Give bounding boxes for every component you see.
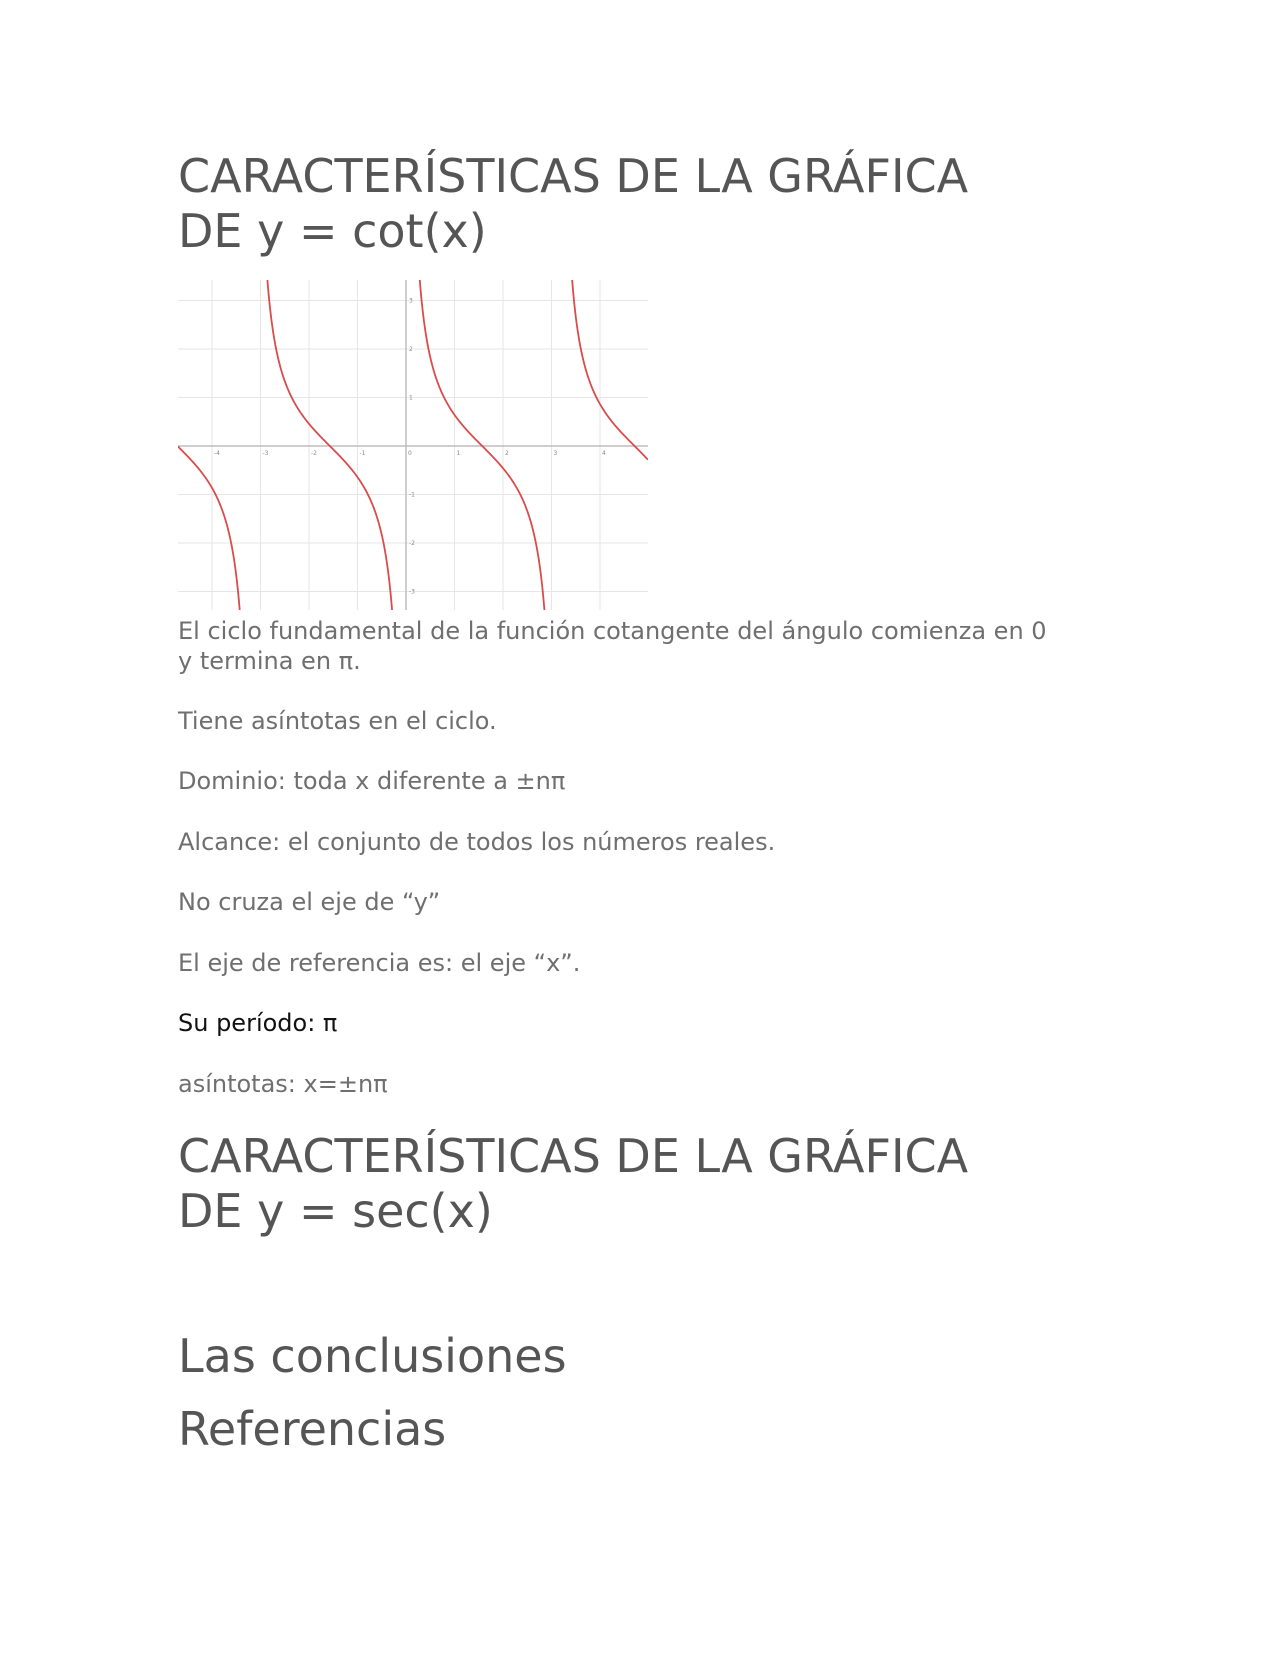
cot-graph bbox=[178, 280, 648, 610]
x-tick-label: 4 bbox=[602, 450, 606, 457]
x-tick-label: 1 bbox=[456, 450, 461, 457]
cot-branch-curve bbox=[406, 280, 558, 610]
x-tick-label: -3 bbox=[262, 450, 269, 457]
sec-section-title-line2: DE y = sec(x) bbox=[178, 1184, 493, 1238]
x-tick-label: -1 bbox=[359, 450, 366, 457]
x-tick-label: 0 bbox=[408, 450, 412, 457]
dominio-text: Dominio: toda x diferente a ±nπ bbox=[178, 767, 566, 795]
asintotas-text: asíntotas: x=±nπ bbox=[178, 1070, 388, 1098]
cot-branch-curve bbox=[178, 447, 254, 610]
cot-branch-curve bbox=[558, 280, 648, 460]
eje-referencia-text: El eje de referencia es: el eje “x”. bbox=[178, 949, 581, 977]
y-tick-label: 3 bbox=[409, 297, 413, 305]
referencias-heading: Referencias bbox=[178, 1402, 447, 1456]
y-tick-label: -2 bbox=[409, 540, 415, 547]
x-tick-label: -4 bbox=[214, 450, 220, 457]
y-tick-label: -3 bbox=[409, 588, 415, 596]
asintotas-ciclo-text: Tiene asíntotas en el ciclo. bbox=[178, 707, 497, 735]
cot-curves bbox=[178, 280, 648, 610]
y-tick-label: -1 bbox=[409, 491, 415, 499]
y-tick-label: 2 bbox=[409, 346, 413, 353]
conclusiones-heading: Las conclusiones bbox=[178, 1329, 567, 1383]
y-tick-label: 1 bbox=[409, 394, 413, 402]
cot-section-title-line2: DE y = cot(x) bbox=[178, 204, 487, 258]
x-tick-label: 3 bbox=[553, 450, 558, 457]
periodo-text: Su período: π bbox=[178, 1009, 338, 1037]
alcance-text: Alcance: el conjunto de todos los números reales. bbox=[178, 828, 776, 856]
ciclo-text-line1: El ciclo fundamental de la función cotangente del ángulo comienza en 0 bbox=[178, 617, 1047, 645]
sec-section-title-line1: CARACTERÍSTICAS DE LA GRÁFICA bbox=[178, 1129, 969, 1183]
x-tick-label: -2 bbox=[311, 450, 317, 457]
no-cruza-text: No cruza el eje de “y” bbox=[178, 888, 441, 916]
ciclo-text-line2: y termina en π. bbox=[178, 647, 361, 675]
x-tick-label: 2 bbox=[505, 450, 509, 457]
cot-section-title-line1: CARACTERÍSTICAS DE LA GRÁFICA bbox=[178, 149, 969, 203]
cot-branch-curve bbox=[254, 280, 406, 610]
